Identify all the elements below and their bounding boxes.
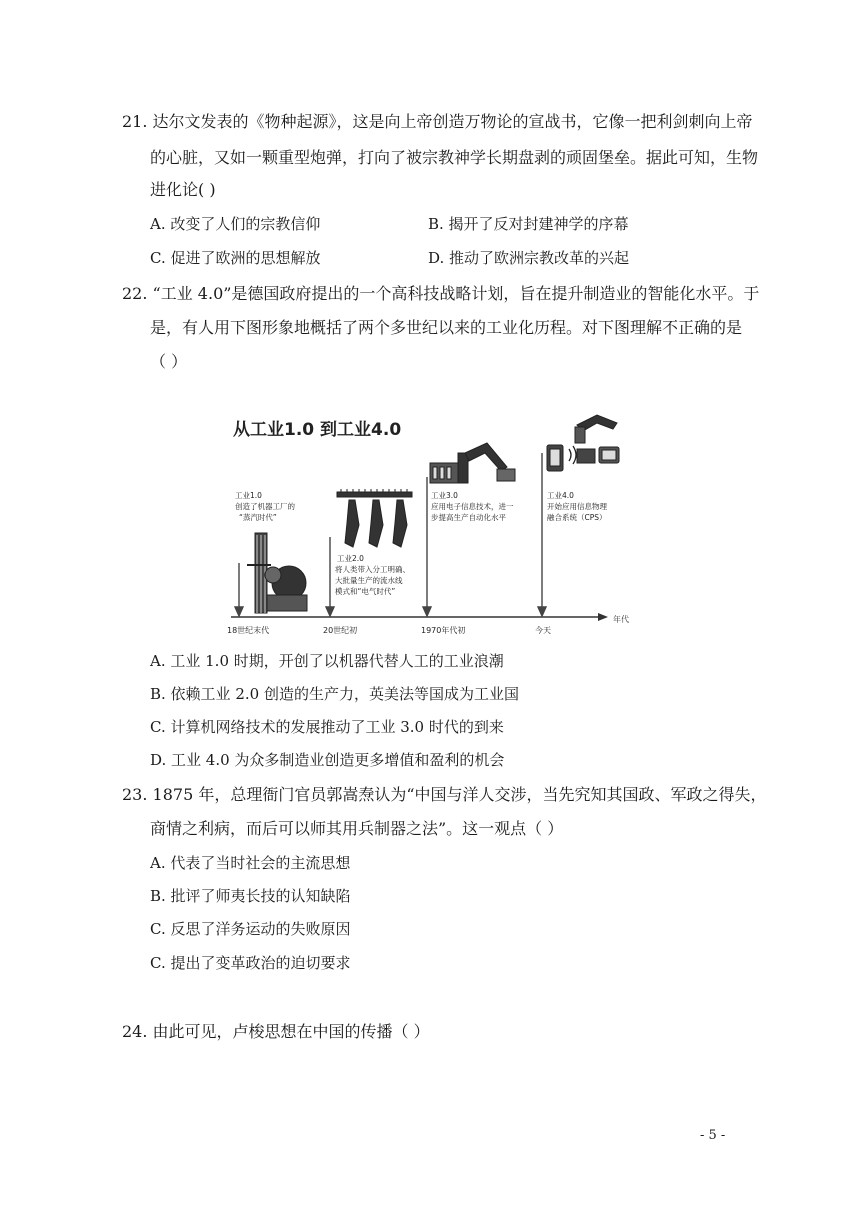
q23-line-1: 23. 1875 年，总理衙门官员郭嵩焘认为“中国与洋人交涉，当先究知其国政、军政之得失，	[122, 785, 767, 804]
q22-option-d: D. 工业 4.0 为众多制造业创造更多增值和盈利的机会	[150, 751, 505, 769]
svg-text:模式和“电气时代”: 模式和“电气时代”	[335, 587, 396, 596]
svg-text:大批量生产的流水线: 大批量生产的流水线	[335, 576, 403, 585]
smart-devices-illustration	[547, 415, 619, 471]
era-arrow-2	[326, 537, 334, 616]
timeline-label-1: 18世纪末代	[227, 626, 270, 635]
q22-line-3: （ ）	[150, 352, 188, 371]
era-arrow-1	[235, 563, 243, 616]
industry-2-text	[335, 553, 410, 596]
q21-option-b: B. 揭开了反对封建神学的序幕	[428, 215, 629, 233]
era-arrow-4	[538, 453, 546, 616]
q21-line-3: 进化论( )	[150, 180, 216, 199]
q24-line-1: 24. 由此可见，卢梭思想在中国的传播（ ）	[122, 1022, 430, 1041]
svg-text:工业2.0: 工业2.0	[337, 554, 364, 563]
q22-option-a: A. 工业 1.0 时期，开创了以机器代替人工的工业浪潮	[150, 652, 504, 670]
axis-unit-label: 年代	[613, 615, 629, 624]
timeline-label-3: 1970年代初	[421, 626, 466, 635]
q23-line-2: 商情之利病，而后可以师其用兵制器之法”。这一观点（ ）	[150, 819, 564, 838]
industry-timeline-figure	[225, 405, 640, 640]
q21-line-1: 21. 达尔文发表的《物种起源》，这是向上帝创造万物论的宣战书，它像一把利剑刺向上帝	[122, 112, 753, 131]
svg-text:应用电子信息技术，进一: 应用电子信息技术，进一	[431, 502, 514, 511]
q21-option-c: C. 促进了欧洲的思想解放	[150, 249, 321, 267]
era-arrow-3	[423, 477, 431, 616]
time-axis-arrow	[598, 613, 608, 621]
q23-option-d: C. 提出了变革政治的迫切要求	[150, 954, 351, 972]
svg-text:工业4.0: 工业4.0	[547, 491, 574, 500]
svg-text:步提高生产自动化水平: 步提高生产自动化水平	[431, 513, 506, 522]
industry-4-text	[547, 490, 607, 522]
q21-line-2: 的心脏，又如一颗重型炮弹，打向了被宗教神学长期盘剥的顽固堡垒。据此可知，生物	[150, 148, 759, 167]
q22-option-b: B. 依赖工业 2.0 创造的生产力，英美法等国成为工业国	[150, 685, 519, 703]
robot-arm-illustration	[430, 443, 515, 483]
svg-text:开始应用信息物理: 开始应用信息物理	[547, 502, 607, 511]
q21-option-d: D. 推动了欧洲宗教改革的兴起	[428, 249, 630, 267]
q23-option-c: C. 反思了洋务运动的失败原因	[150, 920, 351, 938]
svg-text:融合系统（CPS）: 融合系统（CPS）	[547, 513, 607, 522]
svg-text:将人类带入分工明确、: 将人类带入分工明确、	[335, 565, 410, 574]
q21-option-a: A. 改变了人们的宗教信仰	[150, 215, 321, 233]
industry-1-text	[235, 490, 295, 522]
q22-line-1: 22. “工业 4.0”是德国政府提出的一个高科技战略计划，旨在提升制造业的智能化水平。于	[122, 284, 760, 303]
svg-text:“蒸汽时代”: “蒸汽时代”	[239, 513, 277, 522]
q22-option-c: C. 计算机网络技术的发展推动了工业 3.0 时代的到来	[150, 718, 504, 736]
q23-option-a: A. 代表了当时社会的主流思想	[150, 854, 351, 872]
timeline-label-2: 20世纪初	[323, 626, 358, 635]
conveyor-line-illustration	[337, 489, 412, 547]
steam-machine-illustration	[247, 533, 307, 613]
svg-text:工业3.0: 工业3.0	[431, 491, 458, 500]
q22-line-2: 是，有人用下图形象地概括了两个多世纪以来的工业化历程。对下图理解不正确的是	[150, 318, 743, 337]
timeline-label-4: 今天	[535, 626, 551, 635]
svg-text:工业1.0: 工业1.0	[235, 491, 262, 500]
q23-option-b: B. 批评了师夷长技的认知缺陷	[150, 887, 351, 905]
figure-title: 从工业1.0 到工业4.0	[233, 420, 402, 440]
page-number: - 5 -	[700, 1128, 726, 1143]
industry-3-text	[431, 490, 514, 522]
svg-text:创造了机器工厂的: 创造了机器工厂的	[235, 502, 295, 511]
